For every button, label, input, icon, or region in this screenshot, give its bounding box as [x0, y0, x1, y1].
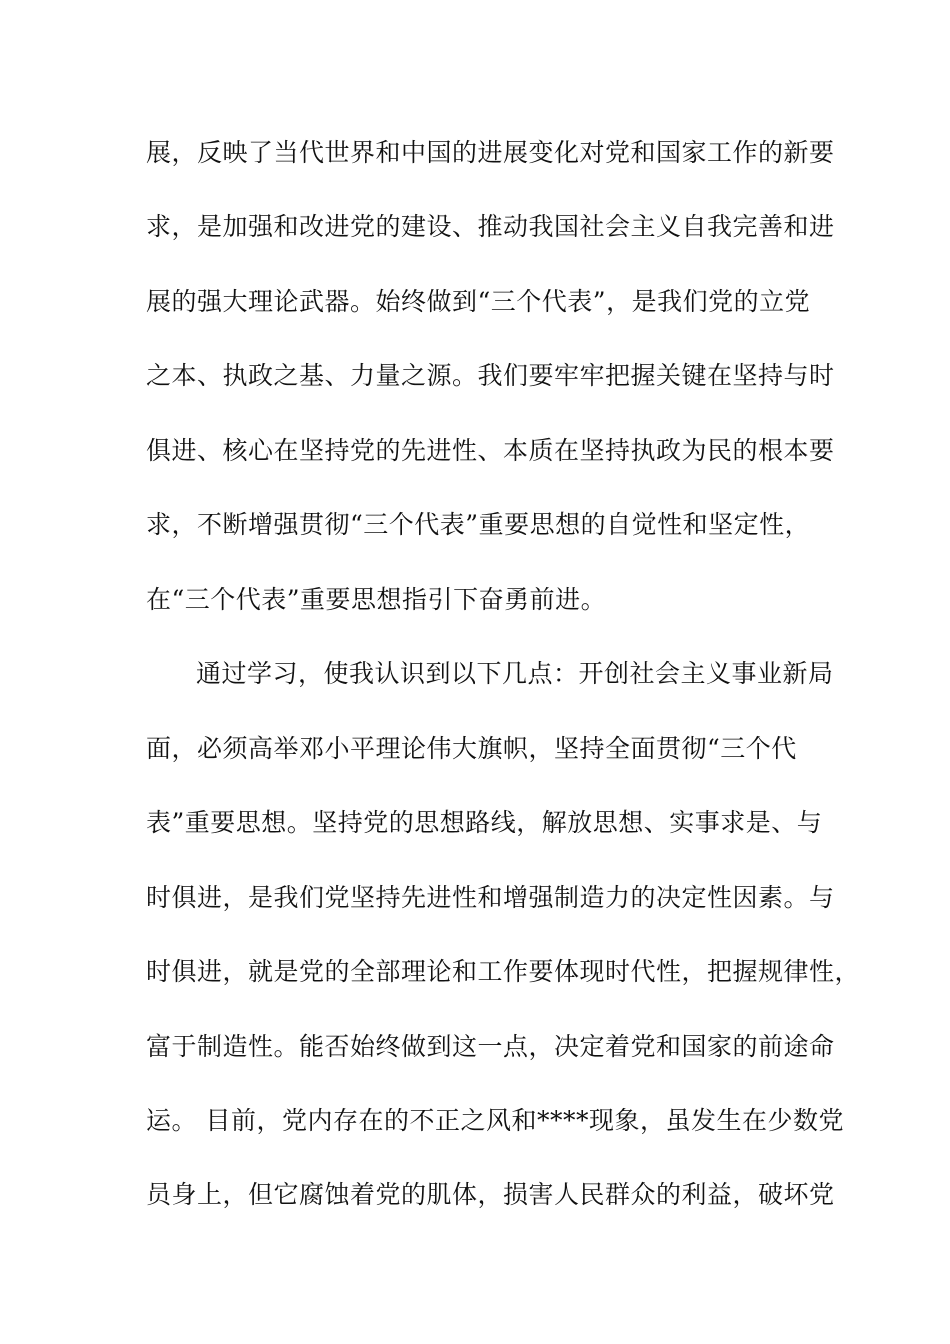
text-line: 求，不断增强贯彻“三个代表”重要思想的自觉性和坚定性， [146, 510, 811, 539]
text-line: 在“三个代表”重要思想指引下奋勇前进。 [146, 585, 607, 614]
text-line: 员身上，但它腐蚀着党的肌体，损害人民群众的利益，破坏党 [146, 1180, 835, 1209]
text-line: 时俱进，是我们党坚持先进性和增强制造力的决定性因素。与 [146, 883, 835, 912]
paragraph-first-line: 通过学习，使我认识到以下几点：开创社会主义事业新局 [196, 659, 834, 688]
text-line: 展的强大理论武器。始终做到“三个代表”，是我们党的立党 [146, 287, 811, 316]
text-line: 面，必须高举邓小平理论伟大旗帜，坚持全面贯彻“三个代 [146, 734, 797, 763]
text-line: 之本、执政之基、力量之源。我们要牢牢把握关键在坚持与时 [146, 361, 835, 390]
text-line: 表”重要思想。坚持党的思想路线，解放思想、实事求是、与 [146, 808, 823, 837]
text-line: 展，反映了当代世界和中国的进展变化对党和国家工作的新要 [146, 138, 835, 167]
text-line: 俱进、核心在坚持党的先进性、本质在坚持执政为民的根本要 [146, 436, 835, 465]
text-line: 富于制造性。能否始终做到这一点，决定着党和国家的前途命 [146, 1032, 835, 1061]
text-line: 时俱进，就是党的全部理论和工作要体现时代性，把握规律性， [146, 957, 861, 986]
text-line: 运。 目前，党内存在的不正之风和****现象，虽发生在少数党 [146, 1106, 844, 1135]
text-line: 求，是加强和改进党的建设、推动我国社会主义自我完善和进 [146, 212, 835, 241]
